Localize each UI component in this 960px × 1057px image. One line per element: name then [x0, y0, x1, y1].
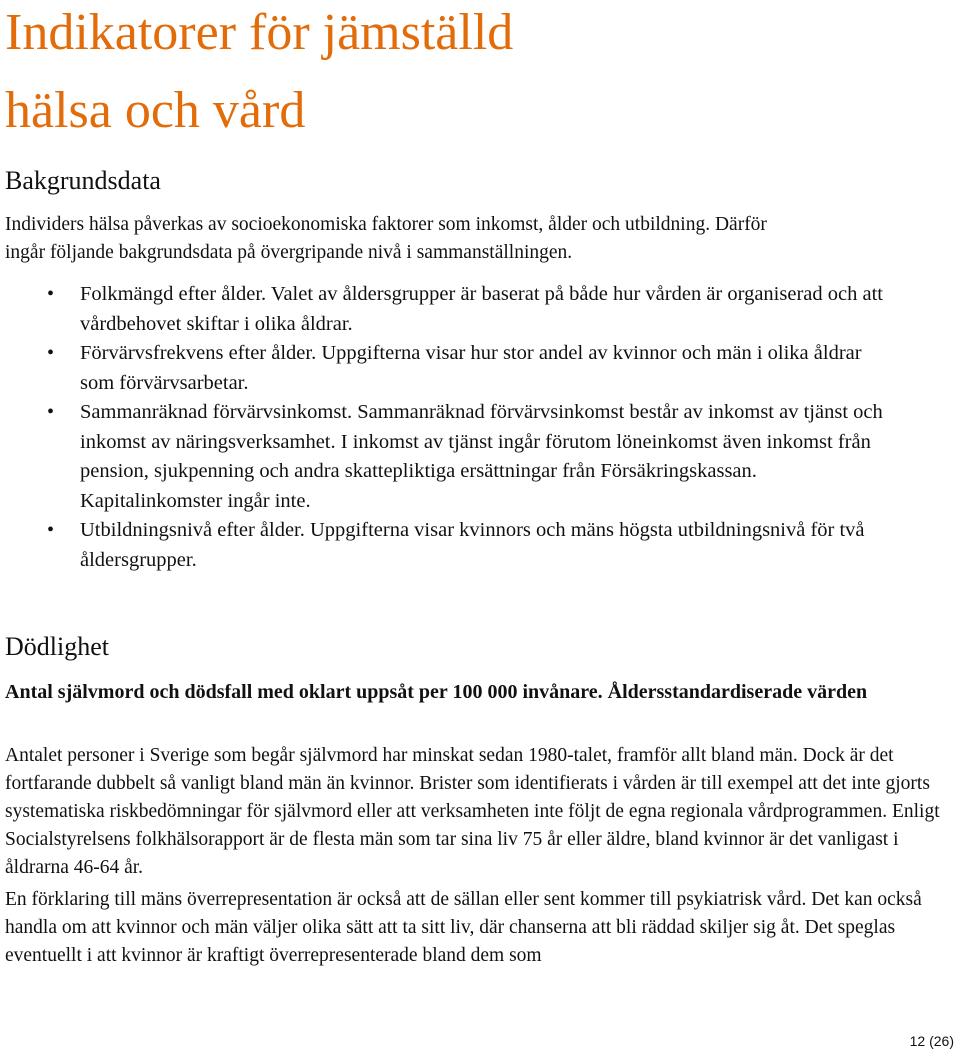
list-item	[0, 339, 900, 398]
section-heading-background: Bakgrundsdata	[5, 166, 161, 195]
section-heading-mortality: Dödlighet	[5, 632, 109, 661]
title-line-1: Indikatorer för jämställd	[5, 4, 514, 61]
list-item	[0, 398, 900, 516]
bullet-dot-icon: •	[47, 283, 55, 305]
background-data-list	[0, 280, 900, 575]
list-item-text: Folkmängd efter ålder. Valet av åldersgrupper är baserat på både hur vården är organiserad och att vårdbehovet skiftar i olika åldrar.	[80, 283, 883, 335]
page-number: 12 (26)	[909, 1033, 954, 1049]
bullet-dot-icon: •	[47, 342, 55, 364]
mortality-paragraph-2: En förklaring till mäns överrepresentation är också att de sällan eller sent kommer till psykiatrisk vård. Det kan också handla om att kvinnor och män väljer olika sätt att ta sitt liv, där chanserna att bli räddad skiljer sig åt. Det speglas eventuellt i att kvinnor är kraftigt överrepresenterade bland dem som	[5, 889, 922, 966]
bullet-dot-icon: •	[47, 401, 55, 423]
list-item	[0, 280, 900, 339]
title-line-2: hälsa och vård	[5, 82, 306, 139]
intro-paragraph	[5, 211, 955, 267]
bullet-dot-icon: •	[47, 519, 55, 541]
intro-line-1: Individers hälsa påverkas av socioekonomiska faktorer som inkomst, ålder och utbildning. Därför	[5, 214, 767, 235]
mortality-paragraph-1: Antalet personer i Sverige som begår självmord har minskat sedan 1980-talet, framför allt bland män. Dock är det fortfarande dubbelt så vanligt bland män än kvinnor. Brister som identifierats i vården är till exempel att det inte gjorts systematiska riskbedömningar för självmord eller att verksamheten inte följt de egna regionala vårdprogrammen. Enligt Socialstyrelsens folkhälsorapport är de flesta män som tar sina liv 75 år eller äldre, bland kvinnor är det vanligast i åldrarna 46-64 år.	[5, 745, 940, 878]
indicator-heading: Antal självmord och dödsfall med oklart uppsåt per 100 000 invånare. Åldersstandardiserade värden	[5, 681, 868, 703]
page-title	[5, 0, 513, 150]
list-item-text: Utbildningsnivå efter ålder. Uppgifterna visar kvinnors och mäns högsta utbildningsnivå för två åldersgrupper.	[80, 519, 865, 571]
list-item-text: Sammanräknad förvärvsinkomst. Sammanräknad förvärvsinkomst består av inkomst av tjänst och inkomst av näringsverksamhet. I inkomst av tjänst ingår förutom löneinkomst även inkomst från pension, sjukpenning och andra skattepliktiga ersättningar från Försäkringskassan. Kapitalinkomster ingår inte.	[80, 401, 883, 512]
intro-line-2: ingår följande bakgrundsdata på övergripande nivå i sammanställningen.	[5, 242, 573, 263]
list-item-text: Förvärvsfrekvens efter ålder. Uppgifterna visar hur stor andel av kvinnor och män i olika åldrar som förvärvsarbetar.	[80, 342, 862, 394]
list-item	[0, 516, 900, 575]
